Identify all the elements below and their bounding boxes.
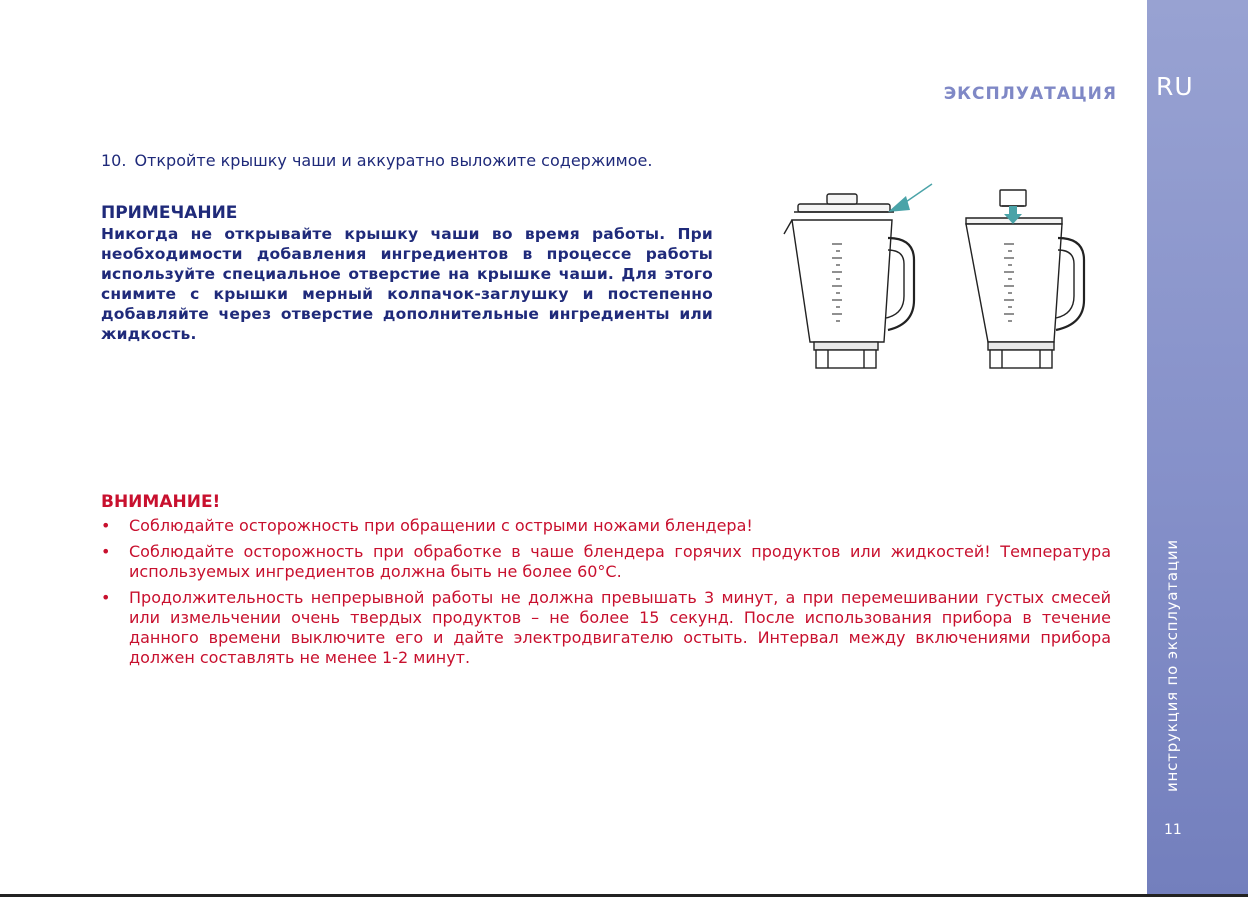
- warning-block: [101, 490, 1111, 674]
- warning-item: [101, 588, 1111, 668]
- warning-item: [101, 516, 1111, 536]
- blender-jug-lid-arrow-icon: [784, 194, 914, 368]
- warning-item-text: Продолжительность непрерывной работы не должна превышать 3 минут, а при перемешивании густых смесей или измельчении очень твердых продуктов – не более 15 секунд. После использования прибора в течение данного времени выключите его и дайте электродвигателю остыть. Интервал между включениями прибора должен составлять не менее 1-2 минут.: [129, 588, 1111, 667]
- warning-title: ВНИМАНИЕ!: [101, 492, 221, 512]
- language-label: RU: [1156, 72, 1194, 101]
- blender-jug-cap-arrow-icon: [966, 190, 1084, 368]
- step-number: 10.: [101, 151, 127, 170]
- note-body: Никогда не открывайте крышку чаши во время работы. При необходимости добавления ингредиентов в процессе работы используйте специальное отверстие на крышке чаши. Для этого снимите с крышки мерный колпачок-заглушку и постепенно добавляйте через отверстие дополнительные ингредиенты или жидкость.: [101, 225, 713, 343]
- note-block: [101, 202, 713, 344]
- step-text: Откройте крышку чаши и аккуратно выложите содержимое.: [134, 151, 653, 170]
- bullet: •: [101, 516, 111, 535]
- warning-list: [101, 516, 1111, 668]
- warning-item: [101, 542, 1111, 582]
- page-number: 11: [1164, 822, 1182, 838]
- bullet: •: [101, 542, 111, 561]
- step-10: [101, 151, 652, 170]
- note-title: ПРИМЕЧАНИЕ: [101, 203, 238, 223]
- bullet: •: [101, 588, 111, 607]
- warning-item-text: Соблюдайте осторожность при обращении с острыми ножами блендера!: [129, 516, 753, 535]
- section-title: ЭКСПЛУАТАЦИЯ: [943, 84, 1117, 104]
- blender-illustration: [780, 180, 1100, 375]
- warning-item-text: Соблюдайте осторожность при обработке в чаше блендера горячих продуктов или жидкостей! Температура используемых ингредиентов должна быть не более 60°С.: [129, 542, 1111, 581]
- vertical-manual-title: инструкция по эксплуатации: [1163, 539, 1181, 792]
